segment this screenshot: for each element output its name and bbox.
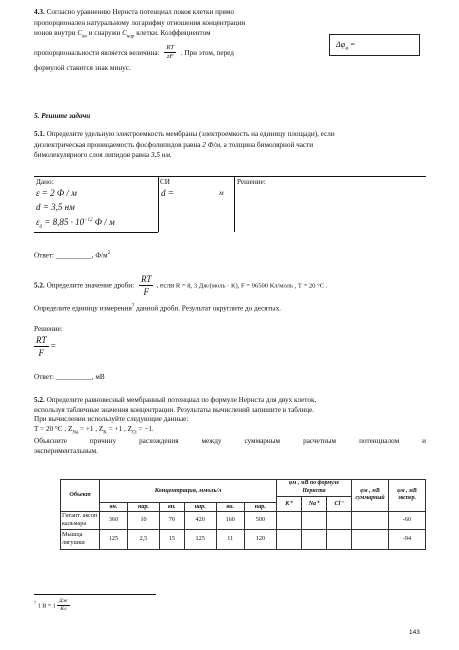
task-5-2-fraction: 5.2. Определите значение дроби: $\frac{RT}{F}$ , если R = 8, 3 Дж/(моль · К), F = 96500 Кл/моль , T = 20 °C . bbox=[34, 274, 328, 298]
answer-box-delta-phi[interactable]: $\Delta\varphi_м$ = bbox=[329, 34, 420, 56]
si-label: СИ bbox=[160, 178, 170, 186]
th-nap: Na⁺ bbox=[302, 496, 327, 511]
th-clm: Cl⁻ bbox=[327, 496, 352, 511]
th-na-in: вн. bbox=[160, 502, 184, 511]
rt-f-fraction: $\frac{RT}{F}$ bbox=[140, 274, 152, 298]
given-d: d = 3,5 нм bbox=[36, 202, 75, 212]
frame-right bbox=[234, 176, 235, 232]
cell-cl-result[interactable] bbox=[327, 511, 352, 529]
sec43-line5: формулой ставится знак минус. bbox=[34, 64, 131, 73]
frame-bottom bbox=[34, 232, 158, 233]
th-nernst: φм , мВ по формуле Нернста bbox=[277, 480, 352, 497]
frame-top bbox=[34, 176, 426, 177]
cell-na-result[interactable] bbox=[302, 529, 327, 549]
si-unit-m: м bbox=[219, 189, 224, 197]
sec43-line2: пропорционален натуральному логарифму отношения концентрации bbox=[34, 18, 246, 27]
th-exp: φм , мВ экспер. bbox=[389, 480, 426, 512]
given-eps: ε = 2 Ф / м bbox=[36, 188, 77, 198]
sec43-line3: ионов внутри $С_{вн}$ и снаружи $С_{нар}$ клетки. Коэффициентом bbox=[34, 29, 211, 40]
section-4-3 bbox=[34, 8, 319, 74]
table-row: Мышца лягушки 125 2,5 15 125 11 120 -94 bbox=[61, 529, 426, 549]
task-5-2-line2: Определите единицу измерения$^7$ данной дроби. Результат округлите до десятых. bbox=[34, 304, 281, 313]
footnote-rule bbox=[34, 594, 156, 595]
th-k-in: вн. bbox=[100, 502, 128, 511]
th-kp: K⁺ bbox=[277, 496, 302, 511]
page-number: 143 bbox=[409, 629, 420, 636]
solution-fraction: $\frac{RT}{F}$ = bbox=[36, 335, 56, 359]
si-d: d = bbox=[161, 188, 174, 198]
cell-na-result[interactable] bbox=[302, 511, 327, 529]
th-k-out: нар. bbox=[127, 502, 159, 511]
solution-label: Решение: bbox=[237, 178, 266, 186]
given-eps0: $\varepsilon_0 = 8,85 \cdot 10^{-12}$ Ф / м bbox=[36, 217, 115, 230]
sec43-line4: пропорциональности является величина: $\frac{RT}{zF}$ . При этом, перед bbox=[34, 43, 234, 61]
th-sum: φм , мВ суммарный bbox=[352, 480, 389, 512]
cell-k-result[interactable] bbox=[277, 529, 302, 549]
nernst-table bbox=[60, 479, 426, 550]
th-cl-in: вн. bbox=[216, 502, 244, 511]
task-5-2-nernst: 5.2. Определите равновесный мембранный потенциал по формуле Нернста для двух клеток, используя табличные значения концентрации. Результаты вычислений запишите в таблице. При вычислении используйте следующие данные: T = 20 °C , $Z_{Na} = +1$ , $Z_K = +1$ , $Z_{Cl} = -1$. Объясните причину расхождения между суммарным расчетным потенциалом и экспериментальным. bbox=[34, 396, 426, 456]
section-5-title: 5. Решите задачи bbox=[34, 112, 91, 120]
th-cl-out: нар. bbox=[244, 502, 276, 511]
cell-k-result[interactable] bbox=[277, 511, 302, 529]
sec43-num: 4.3. bbox=[34, 8, 45, 16]
cell-cl-result[interactable] bbox=[327, 529, 352, 549]
table-row: Гигант. аксон кальмара 360 10 70 420 160 500 -60 bbox=[61, 511, 426, 529]
frame-left bbox=[158, 176, 159, 232]
answer-5-1: Ответ: __________, $Ф/м^2$ bbox=[34, 251, 111, 260]
th-conc: Концентрация, ммоль/л bbox=[100, 480, 277, 503]
sec43-line1: 4.3. Согласно уравнению Нернста потенциал покоя клетки прямо bbox=[34, 8, 235, 16]
th-object: Объект bbox=[61, 480, 100, 512]
rt-zf-fraction: $\frac{RT}{zF}$ bbox=[166, 43, 174, 61]
answer-5-2: Ответ: __________, мВ bbox=[34, 373, 105, 381]
th-na-out: нар. bbox=[184, 502, 216, 511]
cell-sum-result[interactable] bbox=[352, 529, 389, 549]
footnote: $^7$ 1 В = 1 $\frac{Дж}{Кл}$ bbox=[34, 598, 68, 613]
cell-sum-result[interactable] bbox=[352, 511, 389, 529]
given-label: Дано: bbox=[36, 178, 54, 186]
task-5-1: 5.1. Определите удельную электроемкость мембраны (электроемкость на единицу площади), если диэлектрическая проницаемость фосфолипидов равна 2 Ф/м, а толщина бимолярной части бимолекулярного слоя липидов равна 3,5 нм. bbox=[34, 130, 335, 160]
solution-5-2: Решение: bbox=[34, 325, 63, 333]
